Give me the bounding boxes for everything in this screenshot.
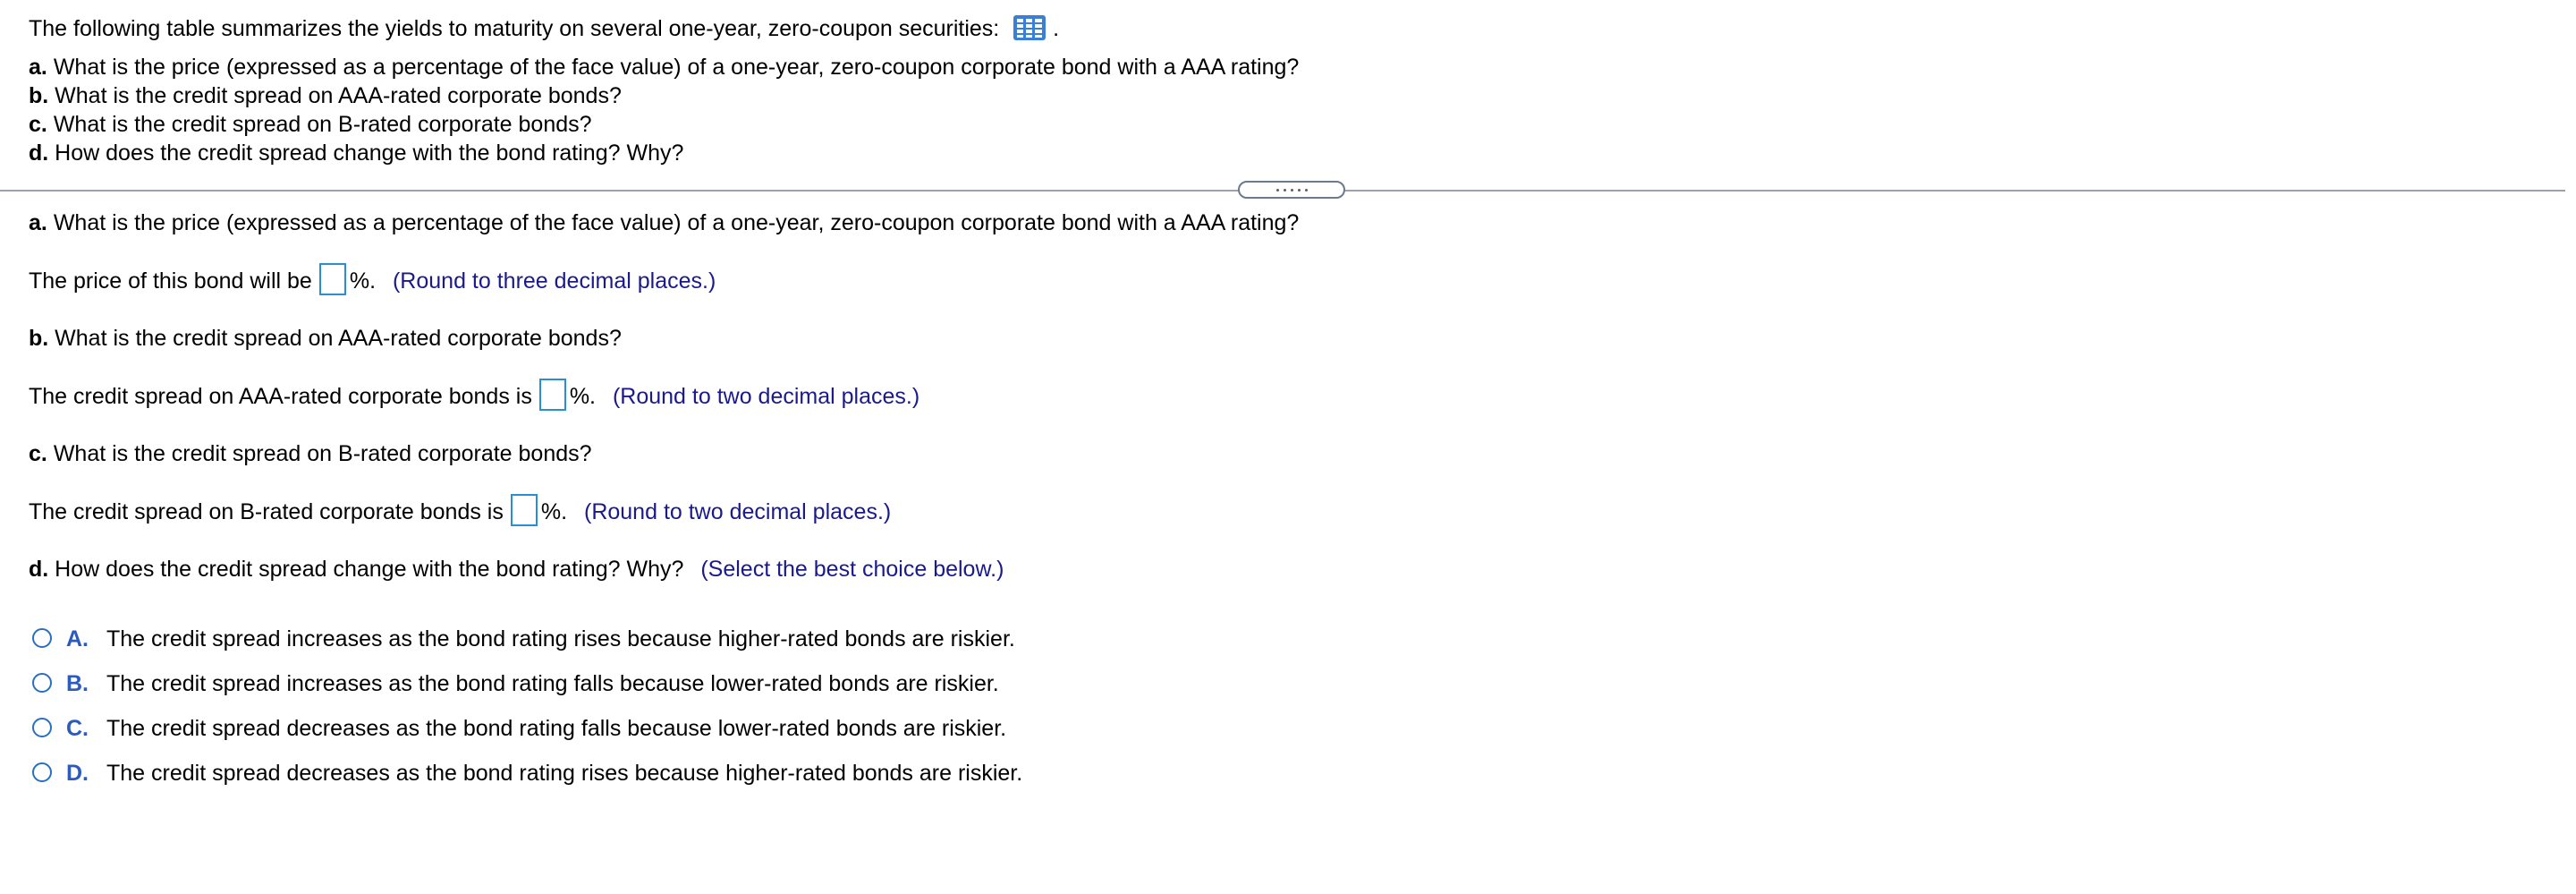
part-b-question bbox=[29, 324, 622, 353]
part-a-unit: %. bbox=[349, 268, 377, 294]
intro-trailing: . bbox=[1053, 16, 1060, 41]
choice-d[interactable] bbox=[32, 759, 1022, 788]
summary-question-a bbox=[29, 53, 1299, 81]
part-a-question-text: What is the price (expressed as a percentage of the face value) of a one-year, zero-coupon corporate bond with a AAA rating? bbox=[53, 210, 1300, 235]
table-icon[interactable] bbox=[1013, 14, 1046, 41]
part-b-answer-row bbox=[29, 382, 919, 411]
summary-letter: a. bbox=[29, 55, 47, 80]
summary-text: What is the credit spread on B-rated corporate bonds? bbox=[53, 112, 592, 137]
part-c-question bbox=[29, 439, 592, 468]
part-d-question-text: How does the credit spread change with the bond rating? Why? bbox=[55, 557, 684, 582]
part-b-answer-input[interactable] bbox=[539, 379, 566, 411]
part-c-unit: %. bbox=[540, 499, 568, 524]
part-b-hint: (Round to two decimal places.) bbox=[612, 384, 920, 409]
choice-b[interactable] bbox=[32, 669, 999, 698]
part-d-question bbox=[29, 555, 1004, 583]
summary-text: What is the credit spread on AAA-rated corporate bonds? bbox=[55, 83, 622, 108]
part-b-letter: b. bbox=[29, 326, 49, 351]
choice-letter: D. bbox=[66, 761, 89, 786]
divider-drag-handle[interactable] bbox=[1238, 181, 1345, 199]
summary-question-b bbox=[29, 81, 622, 110]
choice-text[interactable]: The credit spread increases as the bond rating rises because higher-rated bonds are riskier. bbox=[106, 626, 1015, 651]
part-c-question-text: What is the credit spread on B-rated corporate bonds? bbox=[53, 441, 592, 466]
part-c-answer-input[interactable] bbox=[511, 494, 538, 526]
part-a-question bbox=[29, 209, 1299, 237]
intro-text: The following table summarizes the yields to maturity on several one-year, zero-coupon securities: bbox=[29, 16, 1000, 41]
summary-letter: d. bbox=[29, 140, 49, 166]
summary-text: What is the price (expressed as a percentage of the face value) of a one-year, zero-coupon corporate bond with a AAA rating? bbox=[53, 55, 1300, 80]
summary-letter: c. bbox=[29, 112, 47, 137]
radio-button[interactable] bbox=[32, 628, 52, 648]
choice-letter: A. bbox=[66, 626, 89, 651]
part-a-hint: (Round to three decimal places.) bbox=[392, 268, 716, 294]
summary-question-c bbox=[29, 110, 592, 139]
radio-button[interactable] bbox=[32, 762, 52, 782]
summary-question-d bbox=[29, 139, 683, 167]
choice-letter: C. bbox=[66, 716, 89, 741]
part-c-letter: c. bbox=[29, 441, 47, 466]
choice-text[interactable]: The credit spread decreases as the bond rating rises because higher-rated bonds are riskier. bbox=[106, 761, 1023, 786]
part-a-answer-input[interactable] bbox=[319, 263, 346, 295]
part-b-prompt: The credit spread on AAA-rated corporate bonds is bbox=[29, 384, 532, 409]
part-a-answer-row bbox=[29, 267, 716, 295]
summary-text: How does the credit spread change with the bond rating? Why? bbox=[55, 140, 684, 166]
part-d-letter: d. bbox=[29, 557, 49, 582]
part-c-answer-row bbox=[29, 498, 891, 526]
part-b-unit: %. bbox=[569, 384, 597, 409]
summary-letter: b. bbox=[29, 83, 49, 108]
part-c-hint: (Round to two decimal places.) bbox=[584, 499, 892, 524]
intro-line bbox=[29, 14, 1059, 43]
choice-text[interactable]: The credit spread increases as the bond rating falls because lower-rated bonds are riskier. bbox=[106, 671, 999, 696]
part-a-prompt: The price of this bond will be bbox=[29, 268, 312, 294]
choice-letter: B. bbox=[66, 671, 89, 696]
choice-c[interactable] bbox=[32, 714, 1006, 743]
part-a-letter: a. bbox=[29, 210, 47, 235]
choice-text[interactable]: The credit spread decreases as the bond rating falls because lower-rated bonds are riskier. bbox=[106, 716, 1007, 741]
radio-button[interactable] bbox=[32, 673, 52, 693]
choice-a[interactable] bbox=[32, 625, 1015, 653]
radio-button[interactable] bbox=[32, 718, 52, 737]
part-d-hint: (Select the best choice below.) bbox=[700, 557, 1004, 582]
part-c-prompt: The credit spread on B-rated corporate bonds is bbox=[29, 499, 504, 524]
part-b-question-text: What is the credit spread on AAA-rated corporate bonds? bbox=[55, 326, 622, 351]
